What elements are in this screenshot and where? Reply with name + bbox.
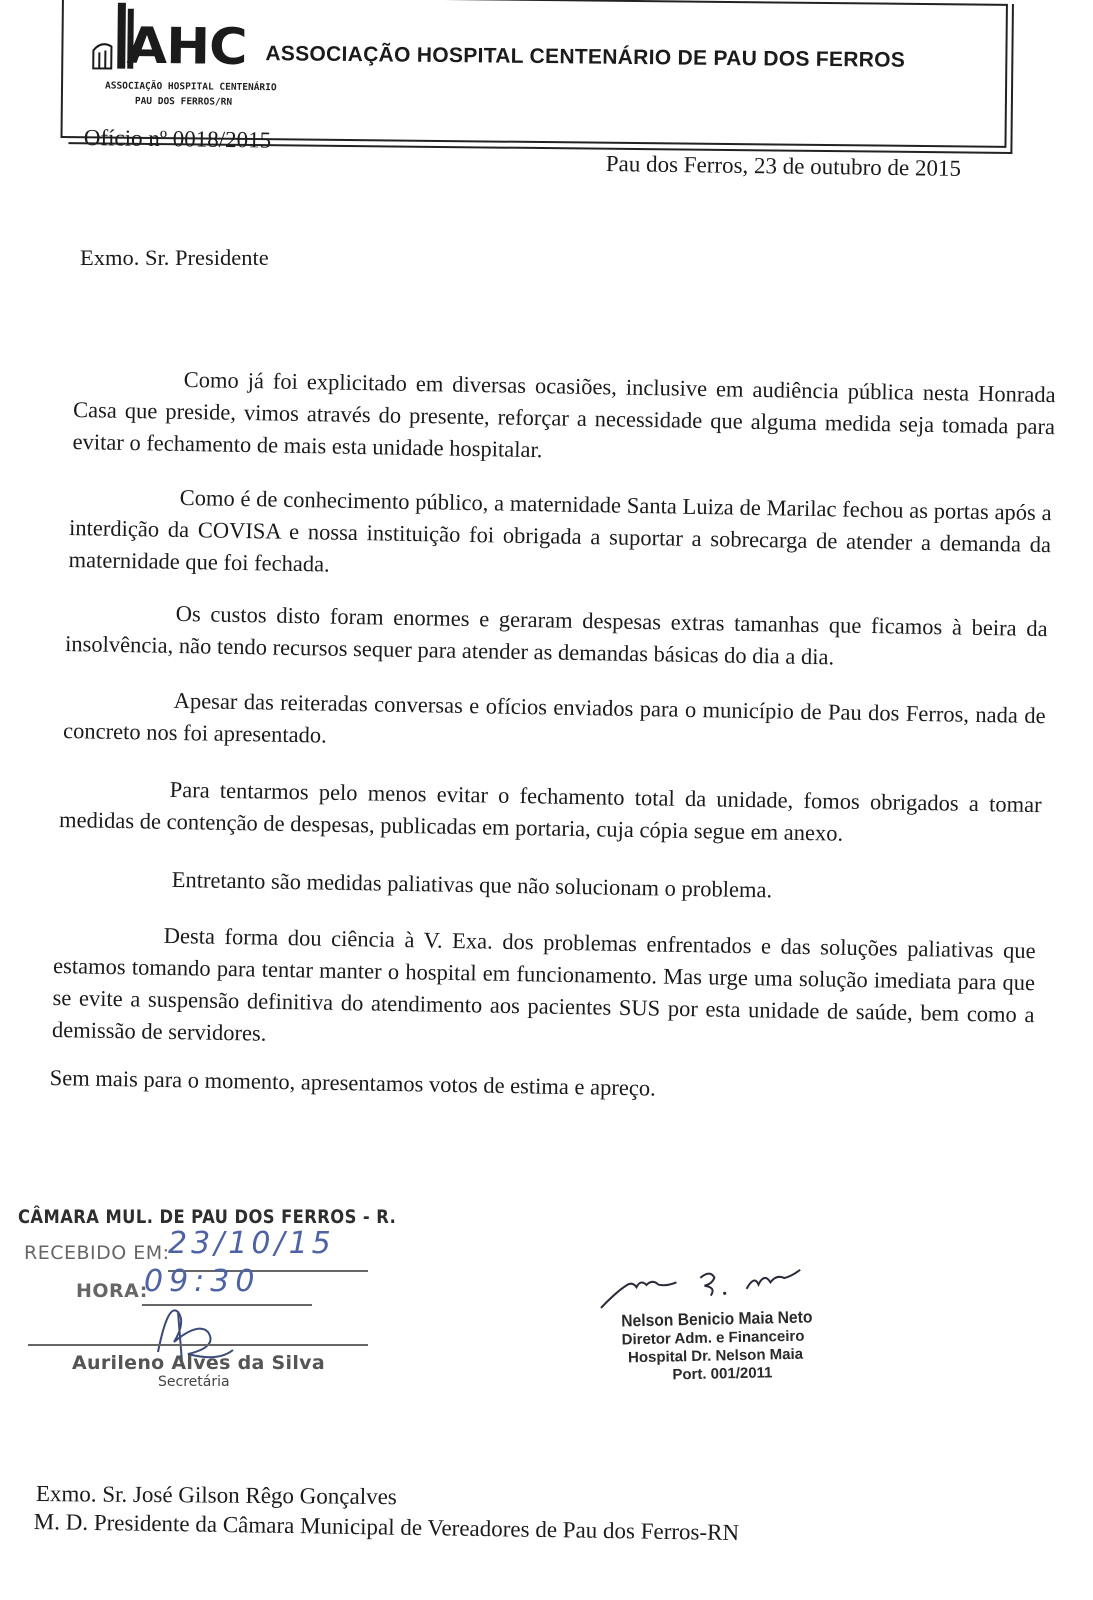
logo-subtitle-1: ASSOCIAÇÃO HOSPITAL CENTENÁRIO: [104, 80, 277, 94]
clerk-role: Secretária: [158, 1374, 230, 1390]
body-paragraph-1: [72, 362, 1056, 475]
body-paragraph-6: [61, 862, 1043, 911]
stamp-time-label: HORA:: [76, 1280, 148, 1302]
paragraph-text: Os custos disto foram enormes e geraram despesas extras tamanhas que ficamos à beira da insolvência, não tendo recursos sequer para atender as demandas básicas do dia a dia.: [64, 600, 1048, 670]
signatory-ordinance: Port. 001/2011: [672, 1364, 773, 1384]
logo-mark: AHC: [126, 16, 247, 76]
body-paragraph-4: [63, 683, 1046, 764]
stamp-signature-line: [28, 1344, 368, 1346]
body-paragraph-5: [59, 772, 1042, 853]
paragraph-text: Para tentarmos pelo menos evitar o fechamento total da unidade, fomos obrigados a tomar medidas de contenção de despesas, publicadas em portaria, cuja cópia segue em anexo.: [58, 776, 1042, 846]
stamp-title: CÂMARA MUL. DE PAU DOS FERROS - R.: [18, 1206, 397, 1228]
paragraph-text: Sem mais para o momento, apresentamos votos de estima e apreço.: [49, 1064, 656, 1101]
paragraph-text: Como já foi explicitado em diversas ocasiões, inclusive em audiência pública nesta Honrada Casa que preside, vimos através do presente, reforçar a necessidade que alguma medida seja tomada para evitar o fechamento de mais esta unidade hospitalar.: [72, 366, 1056, 463]
stamp-received-value: 23/10/15: [168, 1226, 335, 1261]
paragraph-text: Entretanto são medidas paliativas que não solucionam o problema.: [171, 866, 773, 903]
addressee-name: Exmo. Sr. José Gilson Rêgo Gonçalves: [35, 1481, 397, 1510]
salutation: Exmo. Sr. Presidente: [80, 245, 269, 270]
paragraph-text: Apesar das reiteradas conversas e ofícios enviados para o município de Pau dos Ferros, nada de concreto nos foi apresentado.: [62, 687, 1046, 748]
body-paragraph-3: [65, 596, 1048, 677]
stamp-time-value: 09:30: [144, 1264, 261, 1299]
director-signature: [596, 1257, 837, 1312]
signatory-role: Diretor Adm. e Financeiro: [621, 1327, 805, 1349]
logo-subtitle-2: PAU DOS FERROS/RN: [134, 95, 233, 108]
body-paragraph-7: [52, 918, 1036, 1063]
signatory-name: Nelson Benicio Maia Neto: [621, 1307, 813, 1331]
organization-name: ASSOCIAÇÃO HOSPITAL CENTENÁRIO DE PAU DOS FERROS: [265, 42, 906, 72]
stamp-received-label: RECEBIDO EM:: [24, 1242, 170, 1264]
paragraph-text: Como é de conhecimento público, a maternidade Santa Luiza de Marilac fechou as portas após a interdição da COVISA e nossa instituição foi obrigada a suportar a sobrecarga de atender a demanda da maternidade que foi fechada.: [68, 484, 1052, 577]
signatory-institution: Hospital Dr. Nelson Maia: [627, 1345, 804, 1367]
clerk-name: Aurileno Alves da Silva: [72, 1352, 325, 1374]
reception-stamp: [18, 1196, 398, 1396]
office-reference: Ofício nº 0018/2015: [83, 124, 272, 153]
hospital-tower-icon: [91, 2, 152, 73]
paragraph-text: Desta forma dou ciência à V. Exa. dos problemas enfrentados e das soluções paliativas que estamos tomando para tentar manter o hospital em funcionamento. Mas urge uma solução imediata para que se evite a suspensão definitiva do atendimento aos pacientes SUS por esta unidade de saúde, bem como a demissão de servidores.: [51, 922, 1036, 1046]
ahc-logo: [85, 2, 276, 114]
body-paragraph-2: [68, 480, 1052, 593]
place-date: Pau dos Ferros, 23 de outubro de 2015: [605, 150, 962, 181]
addressee-title: M. D. Presidente da Câmara Municipal de Vereadores de Pau dos Ferros-RN: [33, 1508, 740, 1546]
signatory-block: [596, 1256, 879, 1402]
closing-paragraph: [49, 1062, 1031, 1111]
